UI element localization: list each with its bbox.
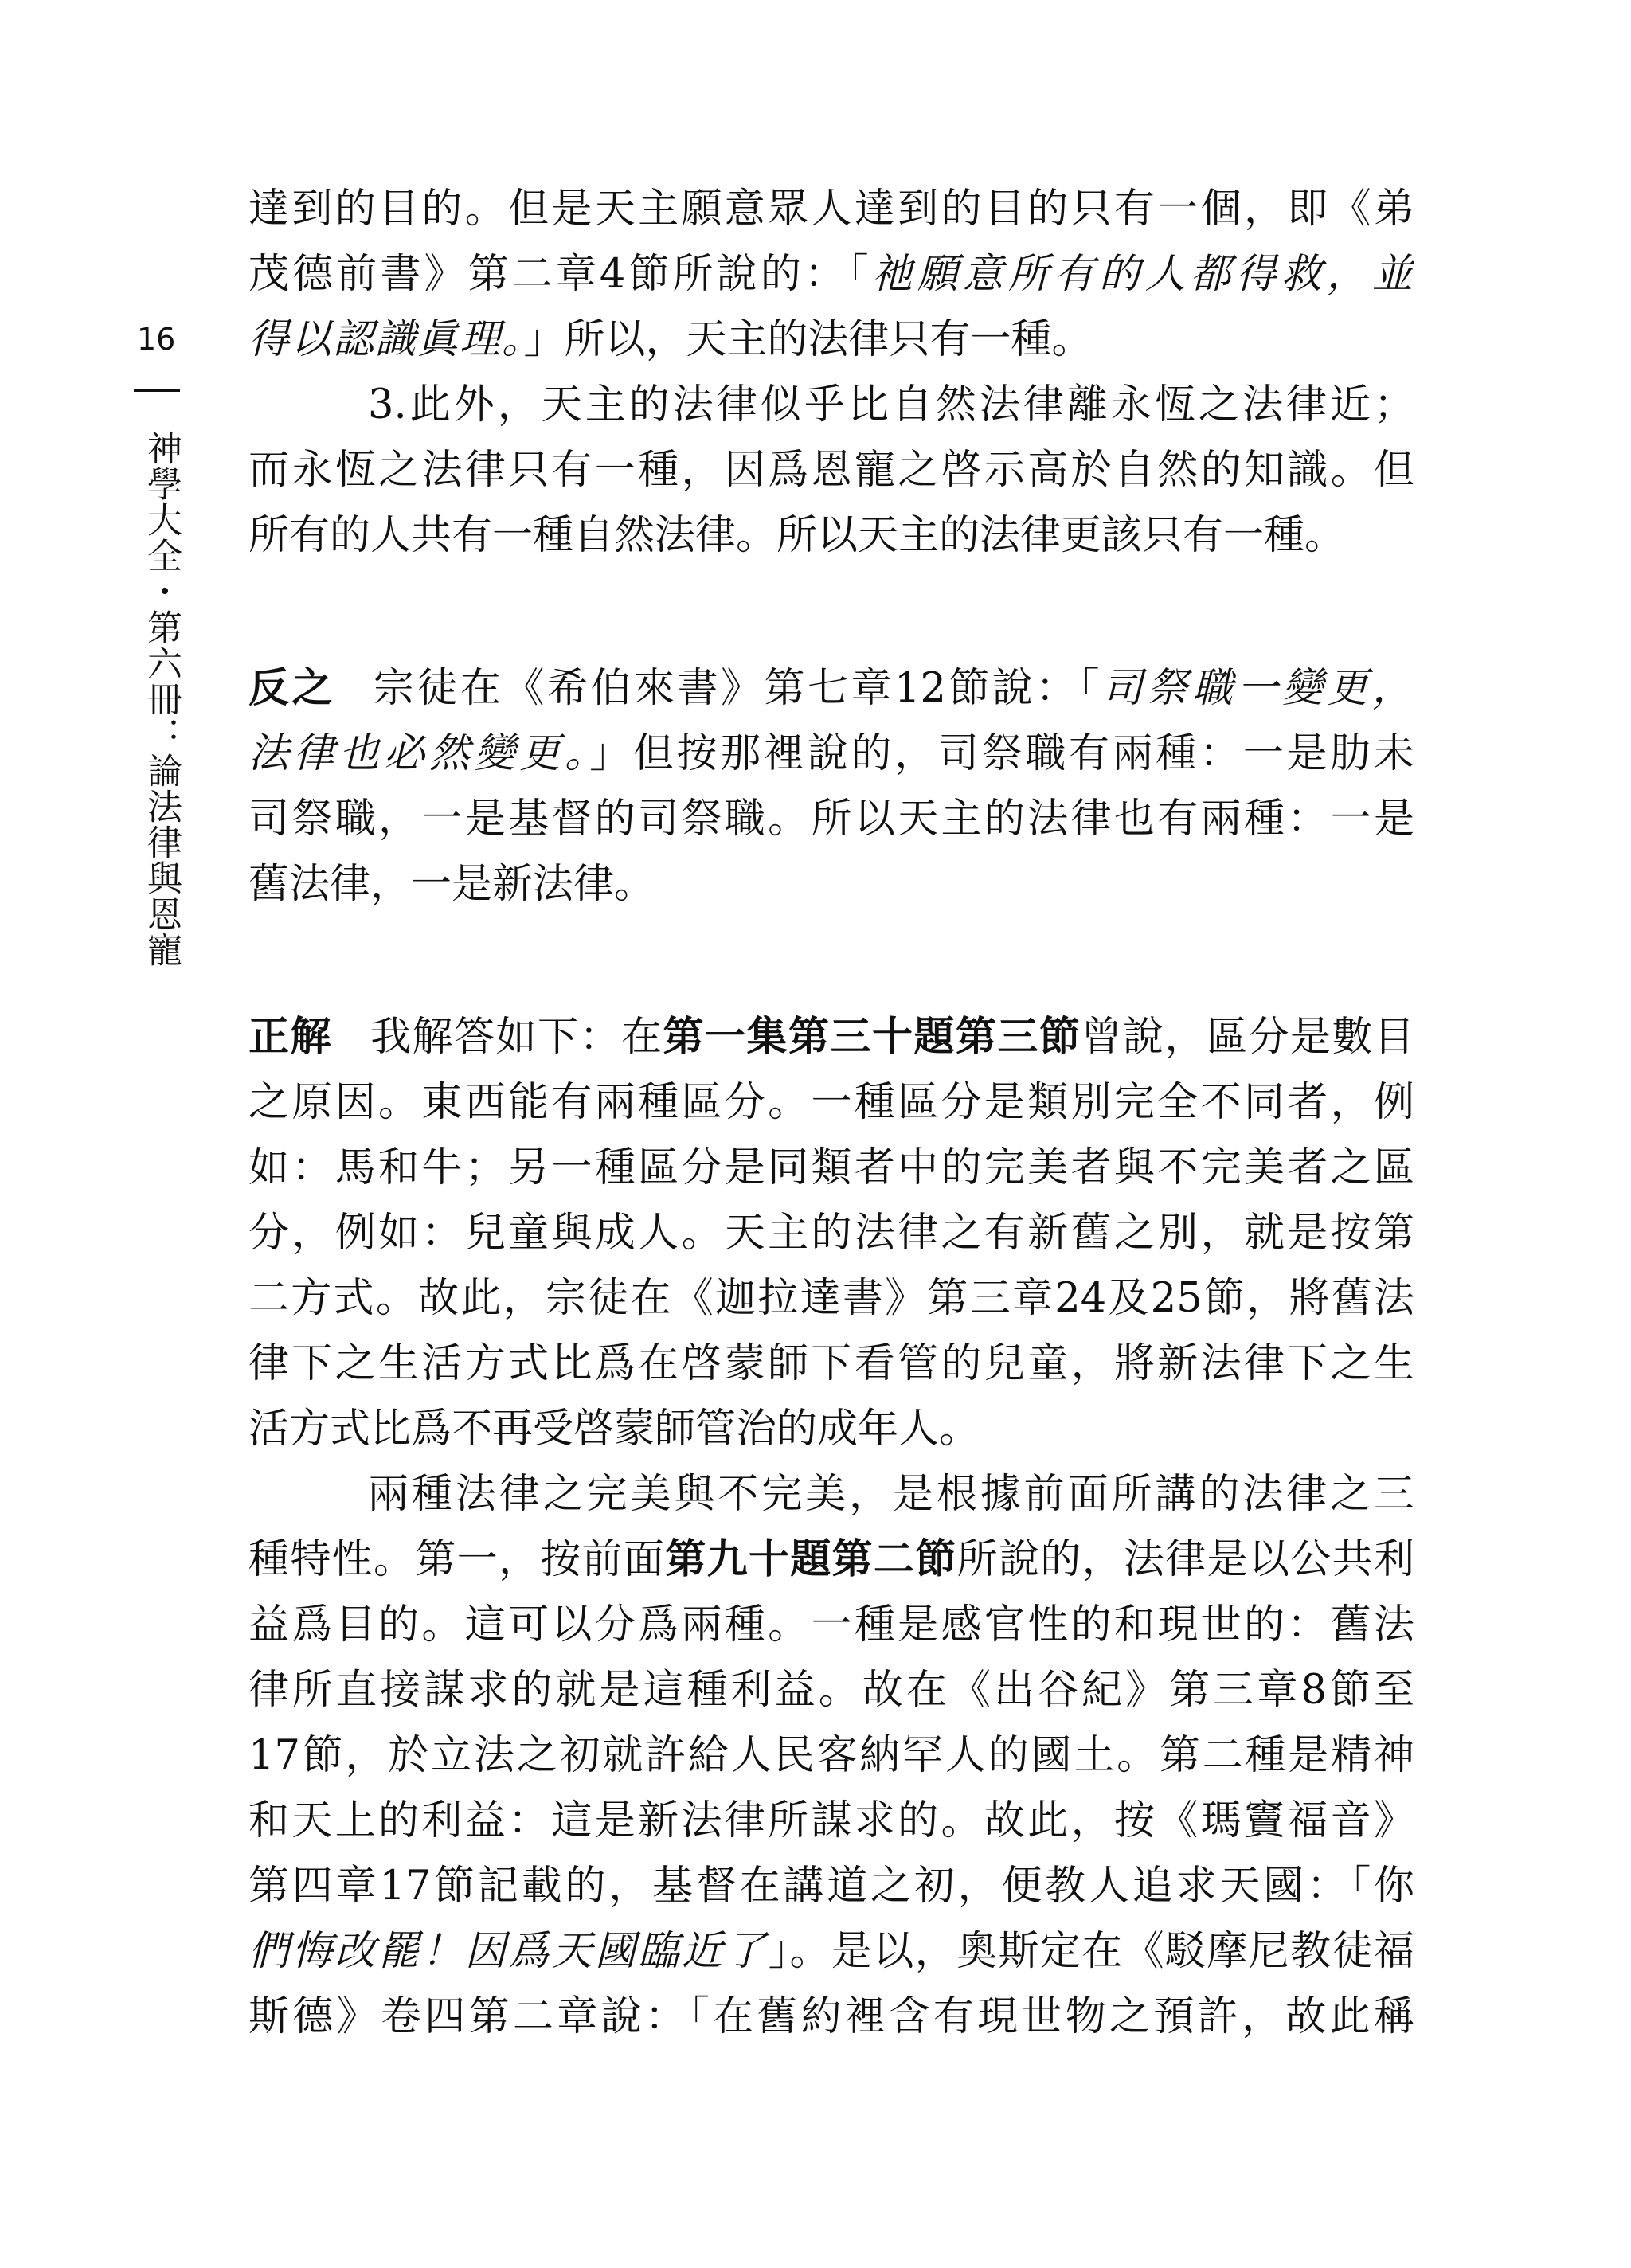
text-line: 分，例如：兒童與成人。天主的法律之有新舊之別，就是按第 bbox=[248, 1210, 1414, 1257]
paragraph-2 bbox=[248, 373, 1414, 569]
text-line: 第四章17節記載的，基督在講道之初，便教人追求天國：「你 bbox=[248, 1863, 1414, 1910]
text-run: 」但按那裡說的，司祭職有兩種：一是肋未 bbox=[589, 730, 1414, 777]
text-run: 所說的，法律是以公共利 bbox=[956, 1536, 1414, 1583]
text-line: 所有的人共有一種自然法律。所以天主的法律更該只有一種。 bbox=[248, 512, 1346, 559]
section-label-sed-contra: 反之 bbox=[248, 665, 336, 712]
text-line: 斯德》卷四第二章說：「在舊約裡含有現世物之預許，故此稱 bbox=[248, 1993, 1414, 2040]
text-run: 宗徒在《希伯來書》第七章12節說：「 bbox=[374, 665, 1102, 712]
paragraph-gap bbox=[248, 917, 1414, 1005]
text-run: 種特性。第一，按前面 bbox=[248, 1536, 666, 1583]
text-run: 曾說，區分是數目 bbox=[1081, 1014, 1414, 1061]
paragraph-gap bbox=[248, 569, 1414, 656]
text-line: 和天上的利益：這是新法律所謀求的。故此，按《瑪竇福音》 bbox=[248, 1797, 1414, 1844]
scripture-quote: 法律也必然變更。 bbox=[248, 730, 590, 777]
text-line: 17節，於立法之初就許給人民客納罕人的國土。第二種是精神 bbox=[248, 1732, 1414, 1779]
text-line bbox=[248, 1919, 1414, 1984]
text-line: 司祭職，一是基督的司祭職。所以天主的法律也有兩種：一是 bbox=[248, 796, 1414, 843]
running-title: 神學大全・第六冊：論法律與恩寵 bbox=[141, 430, 182, 968]
text-line bbox=[248, 721, 1414, 787]
text-line bbox=[248, 242, 1414, 307]
scripture-quote: 們悔改罷！因爲天國臨近了 bbox=[248, 1928, 769, 1975]
margin-rule bbox=[134, 389, 180, 392]
cross-reference: 第九十題第二節 bbox=[665, 1536, 957, 1583]
paragraph-1 bbox=[248, 177, 1414, 373]
page-number: 16 bbox=[137, 322, 176, 357]
text-line bbox=[248, 1005, 1414, 1070]
text-line: 律下之生活方式比爲在啓蒙師下看管的兒童，將新法律下之生 bbox=[248, 1340, 1414, 1387]
text-line bbox=[248, 656, 1414, 721]
text-run: 我解答如下：在 bbox=[370, 1014, 663, 1061]
cross-reference: 第一集第三十題第三節 bbox=[663, 1014, 1081, 1061]
paragraph-4 bbox=[248, 1005, 1414, 1462]
scripture-quote: 祂願意所有的人都得救，並 bbox=[871, 251, 1414, 298]
text-line: 之原因。東西能有兩種區分。一種區分是類別完全不同者，例 bbox=[248, 1079, 1414, 1126]
body-text bbox=[248, 177, 1414, 2050]
text-line bbox=[248, 1527, 1414, 1593]
paragraph-3 bbox=[248, 656, 1414, 917]
text-line: 如：馬和牛；另一種區分是同類者中的完美者與不完美者之區 bbox=[248, 1144, 1414, 1191]
text-run: 」。是以，奧斯定在《駁摩尼教徒福 bbox=[768, 1928, 1414, 1975]
text-line bbox=[248, 307, 1414, 373]
text-line: 3.此外，天主的法律似乎比自然法律離永恆之法律近； bbox=[368, 381, 1414, 428]
text-line: 舊法律，一是新法律。 bbox=[248, 861, 655, 908]
text-line: 益爲目的。這可以分爲兩種。一種是感官性的和現世的：舊法 bbox=[248, 1601, 1414, 1648]
text-line: 兩種法律之完美與不完美，是根據前面所講的法律之三 bbox=[368, 1471, 1414, 1518]
text-run: 茂德前書》第二章4節所說的：「 bbox=[248, 251, 872, 298]
text-line: 達到的目的。但是天主願意眾人達到的目的只有一個，即《弟 bbox=[248, 186, 1414, 233]
text-line: 而永恆之法律只有一種，因爲恩寵之啓示高於自然的知識。但 bbox=[248, 447, 1414, 494]
section-label-respondeo: 正解 bbox=[248, 1014, 332, 1061]
text-line: 二方式。故此，宗徒在《迦拉達書》第三章24及25節，將舊法 bbox=[248, 1275, 1414, 1322]
scripture-quote: 司祭職一變更， bbox=[1101, 665, 1414, 712]
text-line: 律所直接謀求的就是這種利益。故在《出谷紀》第三章8節至 bbox=[248, 1667, 1414, 1714]
paragraph-5 bbox=[248, 1462, 1414, 2050]
text-run: 」所以，天主的法律只有一種。 bbox=[523, 316, 1093, 363]
text-line: 活方式比爲不再受啓蒙師管治的成年人。 bbox=[248, 1406, 980, 1453]
scripture-quote: 得以認識眞理。 bbox=[248, 316, 524, 363]
